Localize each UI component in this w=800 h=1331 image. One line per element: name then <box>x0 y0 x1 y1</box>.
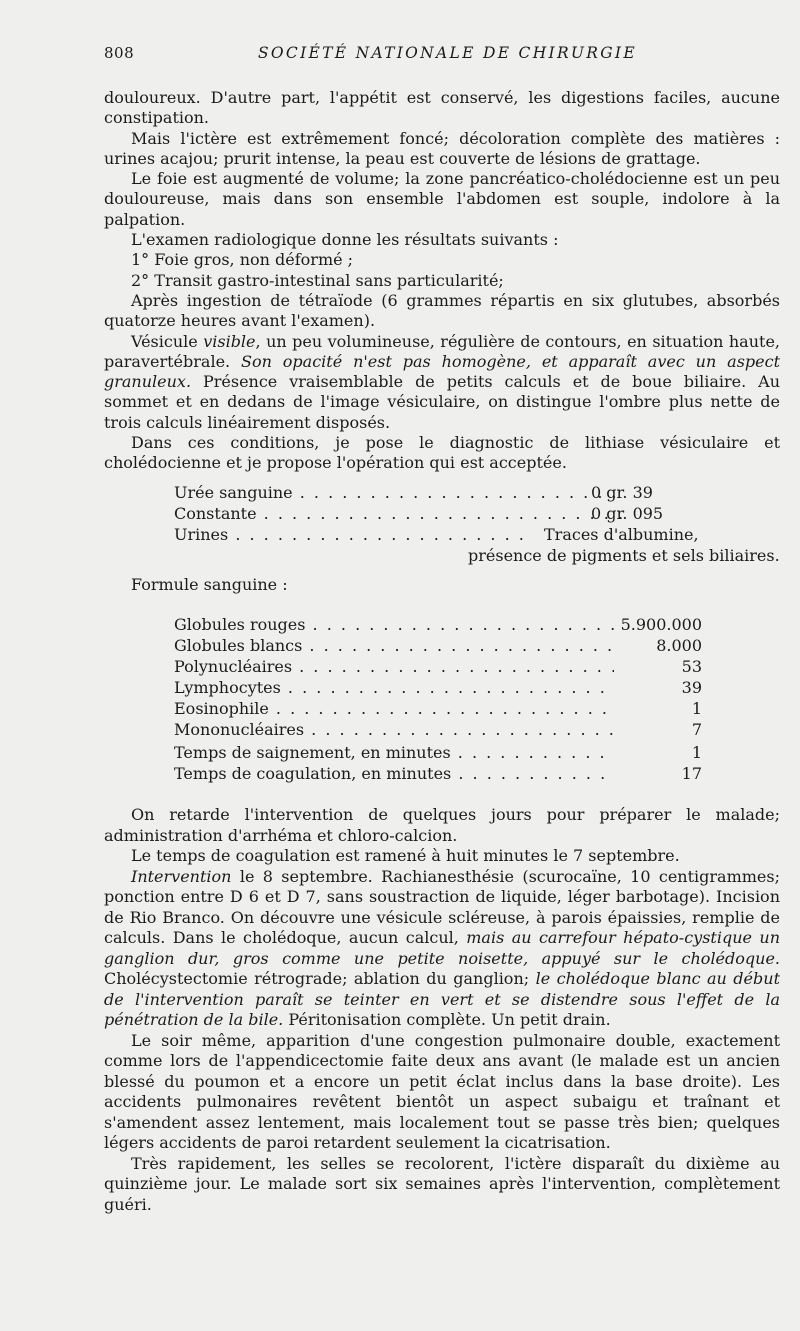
table-row <box>104 656 780 677</box>
times-table <box>104 742 780 784</box>
paragraph: Très rapidement, les selles se recolorent, l'ictère disparaît du dixième au quinzième jour. Le malade sort six semaines après l'intervention, complètement guéri. <box>104 1153 780 1214</box>
row-value: 5.900.000 <box>620 615 702 634</box>
body-text-top <box>104 88 780 474</box>
row-value: 1 <box>691 699 702 718</box>
italic-run: mais au carrefour hépato-cystique un ganglion dur, gros comme une petite noisette, appuyé sur le cholédoque. <box>104 928 780 968</box>
row-value: 7 <box>691 720 702 739</box>
paragraph-intervention <box>104 867 780 1031</box>
paragraph: Le soir même, apparition d'une congestion pulmonaire double, exactement comme lors de l'appendicectomie faite deux ans avant (le malade est un ancien blessé du poumon et a encore un petit éclat inclus dans la base droite). Les accidents pulmonaires revêtent bientôt un aspect subaigu et traînant et s'amendent assez lentement, mais localement tout se passe très bien; quelques légers accidents de paroi retardent seulement la cicatrisation. <box>104 1030 780 1152</box>
formule-title: Formule sanguine : <box>131 575 288 594</box>
row-value: 8.000 <box>656 636 702 655</box>
italic-run: le cholédoque blanc au début de l'intervention paraît se teinter en vert et se distendre sous l'effet de la pénétration de la bile. <box>104 969 780 1029</box>
text-run: Vésicule <box>131 331 204 351</box>
text-run: Présence vraisemblable de petits calculs et de boue biliaire. Au sommet et en dedans de l'image vésiculaire, on distingue l'ombre plus nette de trois calculs linéairement disposés. <box>104 372 780 432</box>
row-label: Globules rouges . . . <box>174 614 614 635</box>
table-row <box>104 482 780 503</box>
italic-run: Son opacité n'est pas homogène, et apparaît avec un aspect granuleux. <box>104 351 781 392</box>
row-value: Traces d'albumine, <box>544 525 699 544</box>
paragraph: Le foie est augmenté de volume; la zone pancréatico-cholédocienne est un peu douloureuse, mais dans son ensemble l'abdomen est souple, indolore à la palpation. <box>104 169 780 229</box>
table-row <box>104 719 780 740</box>
paragraph: L'examen radiologique donne les résultats suivants : <box>131 230 559 250</box>
text-run: , un peu volumineuse, régulière de contours, en situation haute, paravertébrale. <box>104 331 780 371</box>
table-row-continuation <box>104 545 780 566</box>
list-item: 2° Transit gastro-intestinal sans particularité; <box>131 270 504 290</box>
row-label: Polynucléaires . . . <box>174 656 614 677</box>
paragraph: Après ingestion de tétraïode (6 grammes répartis en six glutubes, absorbés quatorze heures avant l'examen). <box>104 290 780 331</box>
table-row <box>104 763 780 784</box>
table-row <box>104 524 780 545</box>
paragraph-vesicule <box>104 332 780 433</box>
row-label: Mononucléaires . . . <box>174 719 614 740</box>
chemistry-table <box>104 482 780 566</box>
italic-run: Intervention <box>131 866 232 886</box>
row-value: présence de pigments et sels biliaires. <box>468 546 780 565</box>
row-value: 53 <box>681 657 702 676</box>
table-row <box>104 698 780 719</box>
row-value: 39 <box>681 678 702 697</box>
row-label: Temps de coagulation, en minutes . . . <box>174 763 614 784</box>
running-title: SOCIÉTÉ NATIONALE DE CHIRURGIE <box>258 44 637 62</box>
italic-run: visible <box>203 331 256 351</box>
table-row <box>104 614 780 635</box>
row-label: Constante . . . <box>174 503 624 524</box>
row-value: 0 gr. 39 <box>591 483 653 502</box>
table-row <box>104 503 780 524</box>
text-run: Cholécystectomie rétrograde; ablation du ganglion; <box>104 969 536 988</box>
page-number: 808 <box>104 44 135 62</box>
blood-table <box>104 614 780 740</box>
row-value: 17 <box>681 764 702 783</box>
paragraph: On retarde l'intervention de quelques jours pour préparer le malade; administration d'arrhéma et chloro-calcion. <box>104 805 780 845</box>
table-row <box>104 742 780 763</box>
row-label: Eosinophile . . . <box>174 698 614 719</box>
paragraph: douloureux. D'autre part, l'appétit est conservé, les digestions faciles, aucune constipation. <box>104 88 780 128</box>
paragraph: Dans ces conditions, je pose le diagnostic de lithiase vésiculaire et cholédocienne et je propose l'opération qui est acceptée. <box>104 433 780 473</box>
list-item: 1° Foie gros, non déformé ; <box>131 250 354 270</box>
body-text-bottom <box>104 805 780 1215</box>
row-label: Globules blancs . . . <box>174 635 614 656</box>
text-run: le 8 septembre. Rachianesthésie (scurocaïne, 10 centigrammes; ponction entre D 6 et D 7, sans soustraction de liquide, léger barbotage). Incision de Rio Branco. On découvre une vésicule scléreuse, à parois épaissies, remplie de calculs. Dans le cholédoque, aucun calcul, <box>104 866 780 947</box>
row-value: 0 gr. 095 <box>591 504 664 523</box>
row-value: 1 <box>691 743 702 762</box>
row-label: Temps de saignement, en minutes . . . <box>174 742 614 763</box>
paragraph: Le temps de coagulation est ramené à huit minutes le 7 septembre. <box>131 846 680 865</box>
text-run: Péritonisation complète. Un petit drain. <box>283 1010 611 1029</box>
row-label: Urée sanguine . . . <box>174 482 624 503</box>
paragraph: Mais l'ictère est extrêmement foncé; décoloration complète des matières : urines acajou; prurit intense, la peau est couverte de lésions de grattage. <box>104 128 780 168</box>
row-label: Lymphocytes . . . <box>174 677 614 698</box>
page-header <box>104 44 780 66</box>
row-label: Urines . . . <box>174 524 530 545</box>
table-row <box>104 677 780 698</box>
table-row <box>104 635 780 656</box>
